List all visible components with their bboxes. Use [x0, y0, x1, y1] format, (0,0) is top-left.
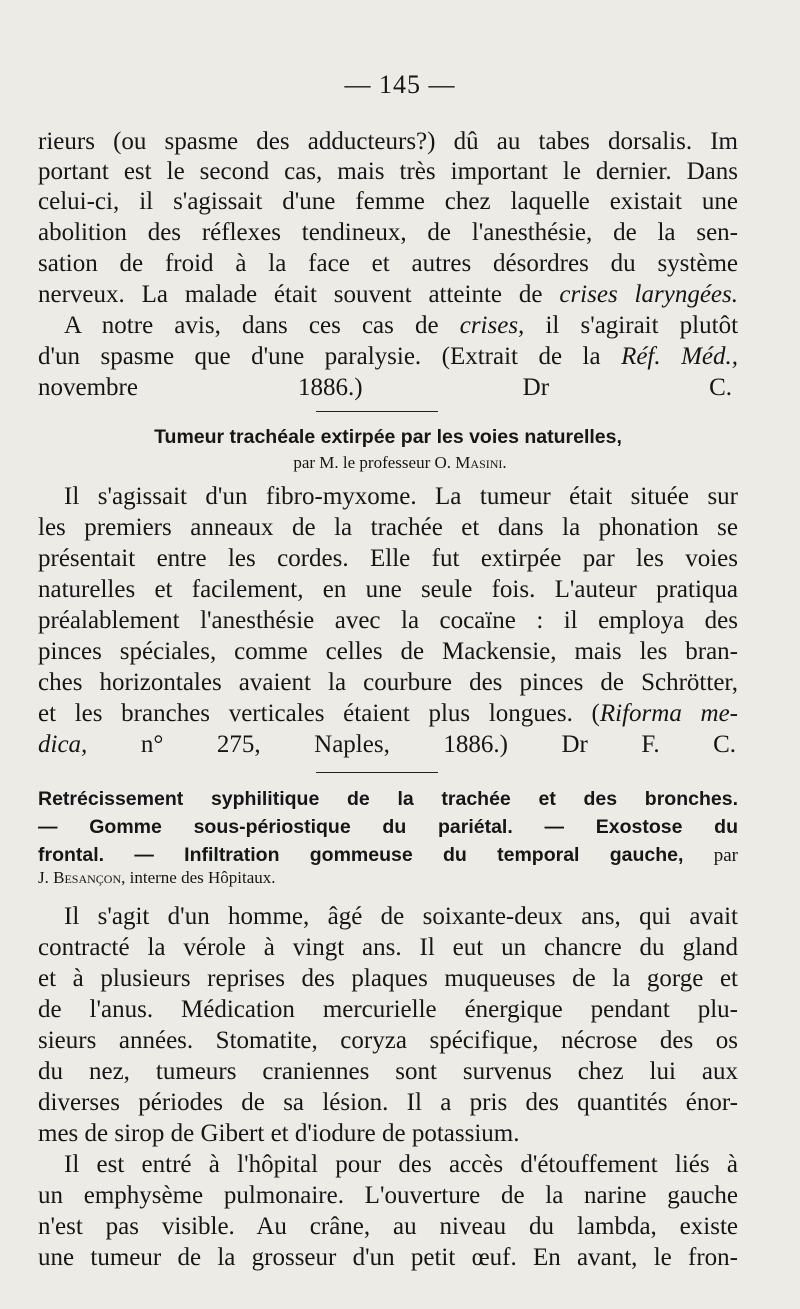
- text-line: naturelles et facilement, en une seule fois. L'auteur pratiqua: [38, 576, 738, 603]
- title-par: par: [713, 845, 738, 866]
- article-title: Tumeur trachéale extirpée par les voies naturelles,: [154, 426, 622, 448]
- text-span: d'un spasme que d'une paralysie. (Extrait de la: [38, 343, 601, 370]
- signature: Dr C.: [522, 374, 732, 401]
- text-line: pinces spéciales, comme celles de Mackensie, mais les bran-: [38, 638, 738, 665]
- text-line: diverses périodes de sa lésion. Il a pris des quantités énor-: [38, 1089, 738, 1116]
- author-name: Masini.: [455, 453, 507, 472]
- text-span: A notre avis, dans ces cas de: [64, 312, 439, 339]
- text-line: préalablement l'anesthésie avec la cocaïne : il employa des: [38, 607, 738, 634]
- article-byline: [0, 452, 800, 474]
- text-line: [38, 730, 738, 760]
- text-line: Il est entré à l'hôpital pour des accès d'étouffement liés à: [64, 1151, 738, 1178]
- text-span: n° 275, Naples, 1886.): [140, 731, 508, 758]
- text-line: ches horizontales avaient la courbure des pinces de Schrötter,: [38, 669, 738, 696]
- text-line: du nez, tumeurs craniennes sont survenus chez lui aux: [38, 1058, 738, 1085]
- text-line: n'est pas visible. Au crâne, au niveau du lambda, existe: [38, 1213, 738, 1240]
- article-title-line: [38, 842, 738, 869]
- text-span: nerveux. La malade était souvent atteinte de: [38, 281, 543, 308]
- text-line: abolition des réflexes tendineux, de l'anesthésie, de la sen-: [38, 219, 738, 246]
- italic-span: dica,: [38, 731, 88, 758]
- text-line: [38, 373, 738, 403]
- article-title-line: — Gomme sous-périostique du pariétal. — Exostose du: [38, 816, 738, 838]
- text-line: un emphysème pulmonaire. L'ouverture de la narine gauche: [38, 1182, 738, 1209]
- text-line: et à plusieurs reprises des plaques muqueuses de la gorge et: [38, 965, 738, 992]
- text-span: il s'agirait plutôt: [545, 312, 739, 339]
- byline-rest: interne des Hôpitaux.: [129, 868, 276, 887]
- italic-span: crises,: [459, 312, 525, 339]
- separator-rule: [316, 772, 438, 773]
- text-line: contracté la vérole à vingt ans. Il eut un chancre du gland: [38, 934, 738, 961]
- text-line: [38, 699, 738, 729]
- separator-rule: [316, 411, 438, 412]
- text-line: les premiers anneaux de la trachée et dans la phonation se: [38, 514, 738, 541]
- italic-span: crises laryngées.: [559, 281, 738, 308]
- text-line: Il s'agissait d'un fibro-myxome. La tumeur était située sur: [64, 483, 738, 510]
- article-byline: [38, 867, 276, 889]
- text-line: de l'anus. Médication mercurielle énergique pendant plu-: [38, 996, 738, 1023]
- text-line: sation de froid à la face et autres désordres du système: [38, 250, 738, 277]
- author-name: J. Besançon,: [38, 868, 126, 887]
- text-line: [64, 311, 738, 341]
- text-line: présentait entre les cordes. Elle fut extirpée par les voies: [38, 545, 738, 572]
- text-line: celui-ci, il s'agissait d'une femme chez laquelle existait une: [38, 188, 738, 215]
- text-line: mes de sirop de Gibert et d'iodure de potassium.: [38, 1120, 520, 1147]
- text-line: [38, 280, 738, 310]
- title-span: frontal. — Infiltration gommeuse du temporal gauche,: [38, 844, 684, 866]
- byline-prefix: par M. le professeur O.: [293, 453, 452, 472]
- text-line: rieurs (ou spasme des adducteurs?) dû au tabes dorsalis. Im: [38, 128, 738, 155]
- italic-span: Réf. Méd.,: [621, 343, 739, 370]
- text-line: sieurs années. Stomatite, coryza spécifique, nécrose des os: [38, 1027, 738, 1054]
- text-span-group: [38, 731, 508, 758]
- text-line: portant est le second cas, mais très important le dernier. Dans: [38, 158, 738, 185]
- signature: Dr F. C.: [561, 731, 737, 758]
- text-line: une tumeur de la grosseur d'un petit œuf. En avant, le fron-: [38, 1244, 738, 1271]
- page-number: — 145 —: [344, 70, 456, 99]
- text-span: novembre 1886.): [38, 374, 363, 401]
- italic-span: Riforma me-: [599, 700, 738, 727]
- article-title-line: Retrécissement syphilitique de la trachée et des bronches.: [38, 788, 738, 810]
- text-span: et les branches verticales étaient plus longues. (: [38, 700, 600, 727]
- text-line: [38, 342, 738, 372]
- text-line: Il s'agit d'un homme, âgé de soixante-deux ans, qui avait: [64, 903, 738, 930]
